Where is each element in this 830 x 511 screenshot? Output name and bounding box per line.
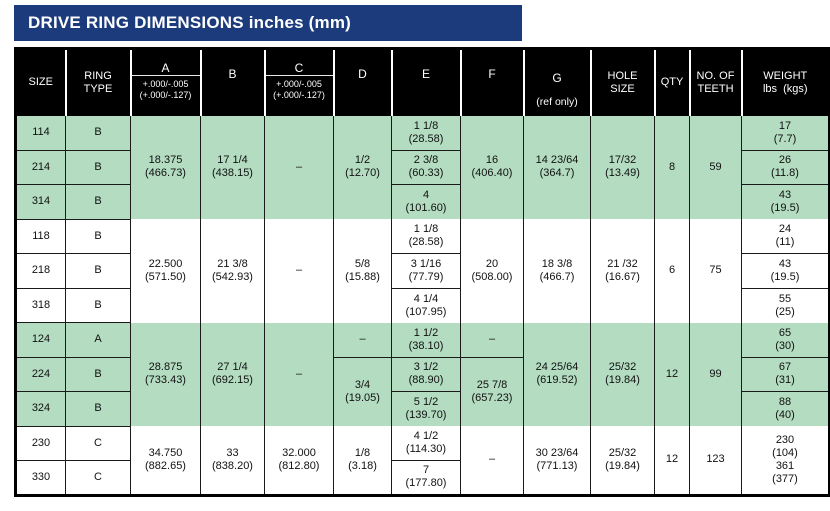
- value-line: (11): [775, 236, 795, 248]
- value-line: A: [94, 333, 102, 346]
- value-line: 1/2: [354, 154, 371, 167]
- table-row: [16, 219, 830, 254]
- header-g-letter: G: [552, 70, 562, 85]
- header-b-letter: B: [228, 66, 237, 81]
- value-line: 1 1/8: [413, 223, 439, 235]
- value-line: 230: [775, 433, 795, 446]
- cell-g: [524, 116, 591, 220]
- value-line: B: [94, 195, 102, 208]
- cell-size: [16, 392, 66, 427]
- header-size-label: SIZE: [28, 76, 53, 89]
- cell-d: [334, 219, 392, 323]
- value-line: (177.80): [405, 477, 447, 490]
- cell-c: [265, 323, 334, 427]
- value-line: C: [94, 436, 102, 449]
- cell-teeth: [690, 219, 742, 323]
- value-line: 22.500: [148, 257, 183, 270]
- value-line: 88: [778, 396, 792, 408]
- value-line: (19.5): [770, 202, 800, 214]
- value-line: 67: [778, 361, 792, 374]
- cell-c: [265, 426, 334, 495]
- value-line: 14 23/64: [535, 154, 579, 167]
- value-line: 24: [778, 223, 792, 235]
- cell-weight: [742, 323, 830, 358]
- value-line: –: [295, 367, 303, 380]
- header-c: [265, 49, 334, 116]
- value-line: 12: [665, 367, 679, 380]
- cell-e: [392, 392, 461, 427]
- value-line: B: [94, 367, 102, 380]
- value-line: B: [94, 264, 102, 277]
- value-line: (30): [775, 339, 795, 352]
- value-line: (114.30): [405, 443, 447, 455]
- cell-g: [524, 219, 591, 323]
- cell-e: [392, 219, 461, 254]
- value-line: (406.40): [471, 167, 513, 180]
- value-line: B: [94, 126, 102, 138]
- cell-qty: [655, 323, 690, 427]
- value-line: 4: [422, 189, 430, 201]
- value-line: (812.80): [278, 459, 320, 472]
- value-line: (101.60): [405, 202, 447, 214]
- header-a-letter: A: [161, 60, 170, 75]
- cell-weight: [742, 219, 830, 254]
- value-line: 17/32: [608, 154, 637, 167]
- header-size: [16, 49, 66, 116]
- value-line: 43: [778, 189, 792, 201]
- value-line: 230: [31, 436, 51, 449]
- value-line: 12: [665, 453, 679, 466]
- value-line: 21 3/8: [217, 257, 248, 270]
- cell-f: [461, 116, 524, 220]
- cell-hole-size: [591, 323, 655, 427]
- header-teeth: [690, 49, 742, 116]
- value-line: (3.18): [348, 459, 377, 472]
- value-line: (88.90): [408, 374, 444, 387]
- cell-g: [524, 323, 591, 427]
- cell-teeth: [690, 323, 742, 427]
- value-line: 25 7/8: [476, 378, 508, 391]
- value-line: 5/8: [354, 257, 371, 270]
- value-line: (692.15): [212, 374, 253, 387]
- value-line: (466.73): [145, 167, 186, 180]
- value-line: 65: [778, 326, 792, 339]
- cell-b: [201, 219, 265, 323]
- cell-weight: [742, 357, 830, 392]
- cell-size: [16, 116, 66, 151]
- value-line: (38.10): [408, 339, 444, 352]
- value-line: C: [94, 470, 102, 483]
- cell-g: [524, 426, 591, 495]
- value-line: (657.23): [471, 391, 513, 404]
- value-line: (25): [775, 305, 795, 318]
- header-a-tolerance: [132, 75, 200, 105]
- cell-a: [131, 323, 201, 427]
- cell-weight: [742, 288, 830, 323]
- value-line: 2 3/8: [413, 154, 439, 167]
- header-qty: [655, 49, 690, 116]
- value-line: 55: [778, 292, 792, 305]
- value-line: (11.8): [771, 167, 799, 180]
- value-line: 17 1/4: [217, 154, 248, 167]
- value-line: (19.84): [605, 374, 640, 387]
- value-line: 224: [31, 367, 51, 380]
- cell-ring-type: [66, 323, 131, 358]
- header-a: [131, 49, 201, 116]
- cell-qty: [655, 116, 690, 220]
- value-line: (19.84): [605, 459, 640, 472]
- value-line: –: [295, 264, 303, 277]
- value-line: (508.00): [471, 270, 513, 283]
- cell-size: [16, 185, 66, 220]
- value-line: (364.7): [539, 167, 575, 180]
- value-line: (838.20): [212, 459, 253, 472]
- tolerance-line1: +.000/-.005: [276, 78, 322, 89]
- cell-qty: [655, 219, 690, 323]
- cell-size: [16, 461, 66, 496]
- header-d: [334, 49, 392, 116]
- value-line: (619.52): [536, 374, 578, 387]
- header-hole-size: [591, 49, 655, 116]
- value-line: 5 1/2: [413, 396, 439, 408]
- value-line: 1 1/8: [413, 119, 439, 132]
- value-line: (60.33): [408, 167, 444, 180]
- value-line: (438.15): [212, 167, 253, 180]
- value-line: (15.88): [345, 270, 380, 283]
- cell-ring-type: [66, 185, 131, 220]
- table-row: [16, 116, 830, 151]
- table-body: [16, 116, 830, 496]
- value-line: (13.49): [605, 167, 640, 180]
- value-line: 1 1/2: [413, 326, 439, 339]
- cell-f: [461, 357, 524, 426]
- cell-f: [461, 323, 524, 358]
- value-line: 4 1/2: [413, 430, 439, 442]
- cell-weight: [742, 426, 830, 495]
- value-line: –: [488, 333, 496, 345]
- value-line: –: [359, 333, 366, 345]
- cell-qty: [655, 426, 690, 495]
- cell-hole-size: [591, 116, 655, 220]
- cell-d: [334, 357, 392, 426]
- value-line: 330: [31, 470, 51, 483]
- value-line: 32.000: [282, 446, 316, 459]
- value-line: (12.70): [345, 167, 380, 180]
- cell-size: [16, 219, 66, 254]
- header-ring-line2: TYPE: [83, 82, 113, 95]
- cell-b: [201, 116, 265, 220]
- value-line: 1/8: [354, 446, 371, 459]
- header-f-letter: F: [488, 66, 496, 81]
- value-line: (466.7): [539, 270, 575, 283]
- cell-hole-size: [591, 426, 655, 495]
- value-line: 361: [775, 459, 795, 472]
- header-teeth-line2: TEETH: [697, 82, 734, 95]
- value-line: 318: [31, 298, 51, 311]
- cell-d: [334, 426, 392, 495]
- cell-hole-size: [591, 219, 655, 323]
- value-line: (542.93): [212, 270, 253, 283]
- value-line: (733.43): [145, 374, 186, 387]
- value-line: (104): [772, 446, 798, 459]
- value-line: 3 1/16: [410, 257, 442, 270]
- cell-e: [392, 288, 461, 323]
- header-teeth-line1: NO. OF: [696, 69, 735, 82]
- value-line: 324: [31, 402, 51, 415]
- cell-ring-type: [66, 116, 131, 151]
- tolerance-line2: (+.000/-.127): [273, 89, 325, 100]
- cell-e: [392, 116, 461, 151]
- value-line: 20: [485, 257, 499, 270]
- value-line: (28.58): [408, 132, 444, 145]
- value-line: 43: [778, 257, 792, 270]
- header-row: [16, 49, 830, 116]
- value-line: B: [94, 160, 102, 173]
- value-line: 25/32: [608, 361, 637, 374]
- header-hole-line1: HOLE: [607, 69, 638, 82]
- cell-b: [201, 323, 265, 427]
- value-line: 6: [668, 264, 676, 277]
- cell-weight: [742, 254, 830, 289]
- value-line: 17: [778, 119, 792, 132]
- cell-weight: [742, 185, 830, 220]
- cell-weight: [742, 116, 830, 151]
- value-line: 28.875: [148, 361, 183, 374]
- value-line: (19.5): [770, 270, 800, 283]
- value-line: –: [488, 453, 496, 466]
- cell-c: [265, 219, 334, 323]
- table-header: [16, 49, 830, 116]
- header-weight-line1: WEIGHT: [763, 69, 808, 82]
- header-g: [524, 49, 591, 116]
- table-row: [16, 323, 830, 358]
- cell-size: [16, 254, 66, 289]
- value-line: –: [295, 160, 303, 173]
- header-qty-label: QTY: [660, 76, 684, 89]
- header-c-letter: C: [294, 60, 304, 75]
- cell-teeth: [690, 116, 742, 220]
- header-weight: [742, 49, 830, 116]
- value-line: 26: [778, 154, 792, 167]
- cell-weight: [742, 392, 830, 427]
- cell-e: [392, 185, 461, 220]
- header-e: [392, 49, 461, 116]
- value-line: 3 1/2: [413, 361, 439, 374]
- value-line: 21 /32: [607, 257, 638, 270]
- cell-ring-type: [66, 219, 131, 254]
- cell-f: [461, 426, 524, 495]
- value-line: (16.67): [605, 270, 640, 283]
- header-hole-line2: SIZE: [610, 82, 635, 95]
- value-line: 18.375: [148, 154, 183, 167]
- value-line: 314: [31, 195, 51, 208]
- value-line: 8: [668, 160, 676, 173]
- header-ring-type: [66, 49, 131, 116]
- value-line: (571.50): [145, 270, 186, 283]
- cell-e: [392, 461, 461, 496]
- header-weight-line2: lbs (kgs): [762, 82, 808, 95]
- table-row: [16, 426, 830, 461]
- value-line: B: [94, 402, 102, 415]
- value-line: 99: [709, 367, 722, 380]
- value-line: (882.65): [145, 459, 186, 472]
- value-line: B: [94, 229, 102, 242]
- tolerance-line1: +.000/-.005: [142, 78, 189, 89]
- cell-e: [392, 323, 461, 358]
- value-line: 75: [709, 264, 722, 277]
- value-line: (139.70): [405, 409, 447, 421]
- value-line: (771.13): [536, 459, 578, 472]
- cell-size: [16, 426, 66, 461]
- header-g-note: (ref only): [536, 95, 578, 108]
- cell-ring-type: [66, 288, 131, 323]
- cell-d: [334, 323, 392, 358]
- cell-ring-type: [66, 426, 131, 461]
- value-line: (377): [772, 472, 798, 485]
- value-line: (7.7): [773, 132, 797, 145]
- value-line: 118: [32, 229, 50, 242]
- title-bar: [14, 5, 522, 41]
- header-e-letter: E: [421, 66, 430, 81]
- value-line: (107.95): [405, 305, 447, 318]
- value-line: 30 23/64: [535, 446, 579, 459]
- cell-e: [392, 426, 461, 461]
- value-line: 27 1/4: [217, 361, 248, 374]
- header-d-letter: D: [358, 66, 367, 81]
- value-line: 124: [31, 333, 51, 346]
- value-line: 7: [422, 464, 430, 477]
- cell-weight: [742, 150, 830, 185]
- value-line: (77.79): [408, 270, 444, 283]
- cell-ring-type: [66, 357, 131, 392]
- cell-b: [201, 426, 265, 495]
- cell-e: [392, 254, 461, 289]
- cell-size: [16, 288, 66, 323]
- value-line: (31): [775, 374, 795, 387]
- cell-size: [16, 323, 66, 358]
- value-line: B: [94, 298, 102, 311]
- value-line: 59: [709, 160, 722, 173]
- cell-size: [16, 150, 66, 185]
- cell-d: [334, 116, 392, 220]
- value-line: 114: [32, 126, 50, 138]
- cell-c: [265, 116, 334, 220]
- cell-size: [16, 357, 66, 392]
- header-c-tolerance: [266, 75, 333, 105]
- value-line: 218: [31, 264, 51, 277]
- value-line: 25/32: [608, 446, 637, 459]
- page-title: DRIVE RING DIMENSIONS inches (mm): [28, 13, 352, 32]
- cell-a: [131, 426, 201, 495]
- cell-teeth: [690, 426, 742, 495]
- cell-a: [131, 116, 201, 220]
- value-line: 3/4: [354, 378, 371, 391]
- value-line: 4 1/4: [413, 292, 439, 305]
- value-line: (40): [775, 409, 795, 421]
- value-line: 33: [226, 446, 239, 459]
- cell-f: [461, 219, 524, 323]
- drive-ring-dimensions-table: [14, 47, 830, 497]
- cell-a: [131, 219, 201, 323]
- cell-ring-type: [66, 254, 131, 289]
- value-line: 214: [31, 160, 51, 173]
- header-b: [201, 49, 265, 116]
- cell-ring-type: [66, 150, 131, 185]
- cell-e: [392, 150, 461, 185]
- value-line: (19.05): [345, 391, 380, 404]
- header-ring-line1: RING: [84, 69, 112, 82]
- header-f: [461, 49, 524, 116]
- value-line: 18 3/8: [541, 257, 573, 270]
- value-line: 34.750: [148, 446, 183, 459]
- cell-ring-type: [66, 461, 131, 496]
- value-line: 16: [485, 154, 499, 167]
- cell-e: [392, 357, 461, 392]
- value-line: 24 25/64: [535, 361, 579, 374]
- tolerance-line2: (+.000/-.127): [139, 89, 192, 100]
- value-line: (28.58): [408, 236, 444, 248]
- cell-ring-type: [66, 392, 131, 427]
- value-line: 123: [706, 453, 725, 466]
